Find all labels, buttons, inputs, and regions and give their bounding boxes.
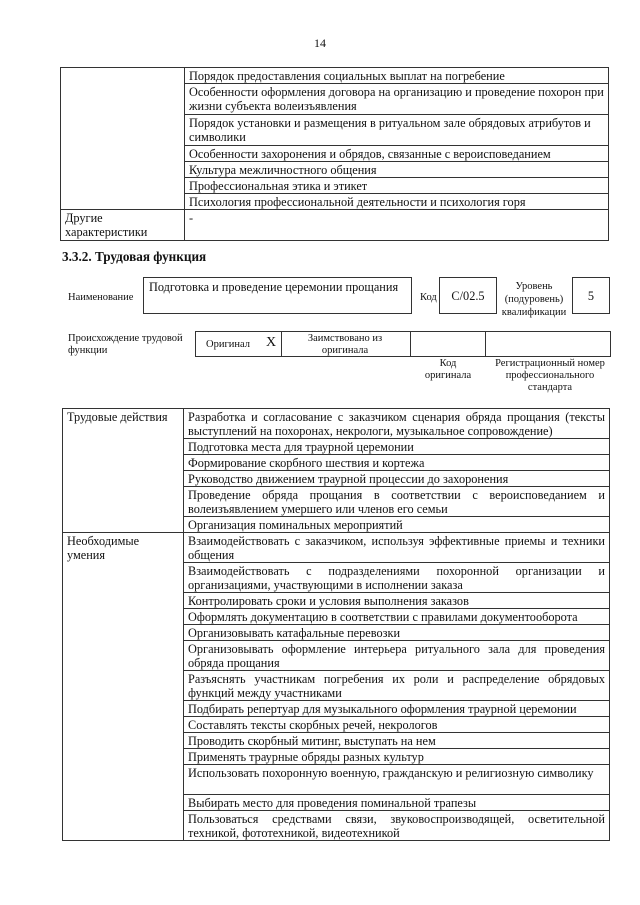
name-label: Наименование xyxy=(68,292,134,303)
other-characteristics-value: - xyxy=(185,210,609,241)
skill-item: Пользоваться средствами связи, звуковоспроизводящей, осветительной техникой, фототехникой, видеотехникой xyxy=(184,811,610,841)
action-item: Разработка и согласование с заказчиком сценария обряда прощания (тексты выступлений на похоронах, некрологи, музыкальное сопровождение) xyxy=(184,409,610,439)
level-label: Уровень (подуровень) квалификации xyxy=(501,281,567,318)
skill-item: Составлять тексты скорбных речей, некрологов xyxy=(184,717,610,733)
knowledge-item: Особенности захоронения и обрядов, связанные с вероисповеданием xyxy=(185,146,609,162)
origin-divider xyxy=(410,331,411,357)
skill-item: Взаимодействовать с заказчиком, используя эффективные приемы и техники общения xyxy=(184,533,610,563)
skill-item: Подбирать репертуар для музыкального оформления траурной церемонии xyxy=(184,701,610,717)
skill-item: Оформлять документацию в соответствии с правилами документооборота xyxy=(184,609,610,625)
action-item: Формирование скорбного шествия и кортежа xyxy=(184,455,610,471)
function-table xyxy=(62,408,610,841)
function-name-box: Подготовка и проведение церемонии прощания xyxy=(143,277,412,314)
borrowed-label: Заимствовано из оригинала xyxy=(307,333,383,356)
code-label: Код xyxy=(420,292,437,303)
skill-item: Организовывать оформление интерьера ритуального зала для проведения обряда прощания xyxy=(184,641,610,671)
level-value-box: 5 xyxy=(572,277,610,314)
code-value-box: C/02.5 xyxy=(439,277,497,314)
knowledge-item: Психология профессиональной деятельности и психология горя xyxy=(185,194,609,210)
other-characteristics-label: Другие характеристики xyxy=(61,210,185,241)
action-item: Организация поминальных мероприятий xyxy=(184,517,610,533)
origin-box xyxy=(195,331,611,357)
skill-item: Проводить скорбный митинг, выступать на нем xyxy=(184,733,610,749)
action-item: Подготовка места для траурной церемонии xyxy=(184,439,610,455)
page-number: 14 xyxy=(314,36,326,50)
origin-divider xyxy=(485,331,486,357)
skill-item: Выбирать место для проведения поминальной трапезы xyxy=(184,795,610,811)
original-mark: X xyxy=(266,335,277,350)
code-original-label: Код оригинала xyxy=(424,358,472,381)
section-title: 3.3.2. Трудовая функция xyxy=(62,249,207,264)
skill-item: Разъяснять участникам погребения их роли и распределение обрядовых функций между участниками xyxy=(184,671,610,701)
skills-label: Необходимые умения xyxy=(63,533,184,841)
knowledge-item: Профессиональная этика и этикет xyxy=(185,178,609,194)
action-item: Проведение обряда прощания в соответствии с вероисповеданием и волеизъявлением умершего или членов его семьи xyxy=(184,487,610,517)
knowledge-label-cell xyxy=(61,68,185,210)
skill-item: Контролировать сроки и условия выполнения заказов xyxy=(184,593,610,609)
skill-item: Взаимодействовать с подразделениями похоронной организации и организациями, участвующими в исполнении заказа xyxy=(184,563,610,593)
actions-label: Трудовые действия xyxy=(63,409,184,533)
reg-number-label: Регистрационный номер профессионального стандарта xyxy=(495,358,605,393)
original-label: Оригинал xyxy=(206,339,250,350)
knowledge-item: Особенности оформления договора на организацию и проведение похорон при жизни субъекта волеизъявления xyxy=(185,84,609,115)
origin-label: Происхождение трудовой функции xyxy=(68,333,183,356)
skill-item: Применять траурные обряды разных культур xyxy=(184,749,610,765)
knowledge-item: Порядок предоставления социальных выплат на погребение xyxy=(185,68,609,84)
action-item: Руководство движением траурной процессии до захоронения xyxy=(184,471,610,487)
knowledge-item: Порядок установки и размещения в ритуальном зале обрядовых атрибутов и символики xyxy=(185,115,609,146)
skill-item: Использовать похоронную военную, гражданскую и религиозную символику xyxy=(184,765,610,795)
knowledge-item: Культура межличностного общения xyxy=(185,162,609,178)
knowledge-table xyxy=(60,67,609,241)
skill-item: Организовывать катафальные перевозки xyxy=(184,625,610,641)
origin-divider xyxy=(281,331,282,357)
